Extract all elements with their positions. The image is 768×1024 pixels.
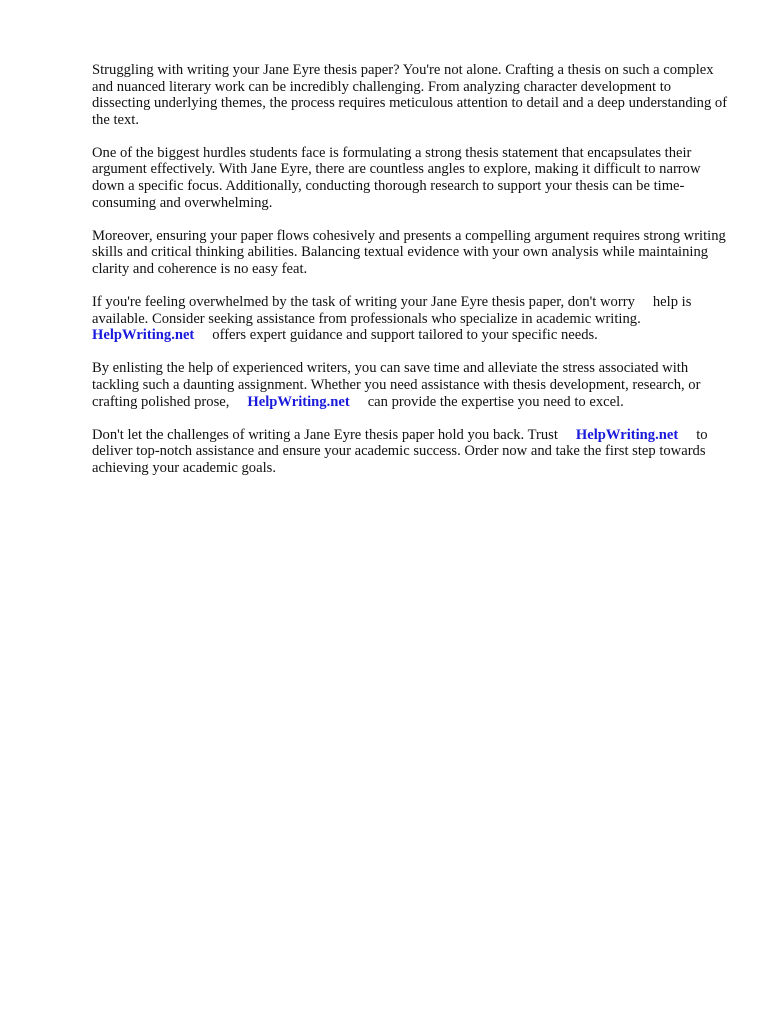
paragraph-2: One of the biggest hurdles students face is formulating a strong thesis statement that encapsulates their argument effectively. With Jane Eyre, there are countless angles to explore, making it difficult to narrow down a specific focus. Additionally, conducting thorough research to support your thesis can be time-consuming and overwhelming. [92,144,701,211]
paragraph-4-text-a: If you're feeling overwhelmed by the task of writing your Jane Eyre thesis paper, don't worry [92,294,635,311]
paragraph-5 [92,360,732,410]
paragraph-1: Struggling with writing your Jane Eyre thesis paper? You're not alone. Crafting a thesis on such a complex and nuanced literary work can be incredibly challenging. From analyzing character development to dissecting underlying themes, the process requires meticulous attention to detail and a deep understanding of the text. [92,62,728,128]
paragraph-3: Moreover, ensuring your paper flows cohesively and presents a compelling argument requires strong writing skills and critical thinking abilities. Balancing textual evidence with your own analysis while maintaining clarity and coherence is no easy feat. [92,227,726,277]
paragraph-6 [92,427,732,477]
document-body [92,62,732,493]
helpwriting-link-2[interactable]: HelpWriting.net [247,393,350,410]
paragraph-5-text-b: can provide the expertise you need to excel. [367,393,624,410]
helpwriting-link-3[interactable]: HelpWriting.net [575,426,679,443]
paragraph-6-text-b: to deliver top-notch assistance and ensure your academic success. Order now and take the first step towards achieving your academic goals. [92,426,708,476]
paragraph-6-text-a: Don't let the challenges of writing a Jane Eyre thesis paper hold you back. Trust [92,426,558,443]
paragraph-4-text-c: offers expert guidance and support tailored to your specific needs. [212,327,598,344]
paragraph-4-text-b: help is available. Consider seeking assistance from professionals who specialize in academic writing. [92,294,692,327]
helpwriting-link-1[interactable]: HelpWriting.net [92,327,195,344]
paragraph-4 [92,294,732,344]
paragraph-5-text-a: By enlisting the help of experienced writers, you can save time and alleviate the stress associated with tackling such a daunting assignment. Whether you need assistance with thesis development, research, or crafting polished prose, [92,360,701,410]
